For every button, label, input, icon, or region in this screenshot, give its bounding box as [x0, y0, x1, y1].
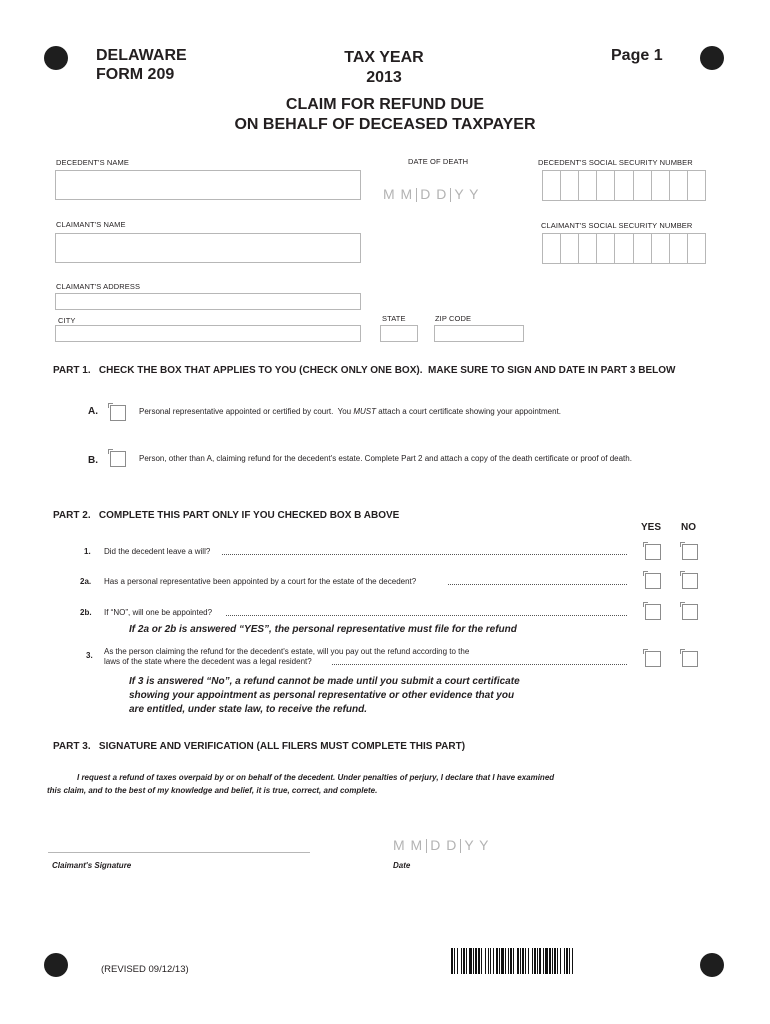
revision-date: (REVISED 09/12/13) — [101, 964, 189, 975]
q2a-text: Has a personal representative been appointed by a court for the estate of the decedent? — [104, 577, 417, 586]
page-number: Page 1 — [611, 47, 663, 64]
part1-heading: PART 1. CHECK THE BOX THAT APPLIES TO YOU (CHECK ONLY ONE BOX). MAKE SURE TO SIGN AND DATE IN PART 3 BELOW — [53, 365, 676, 376]
decedent-ssn-field[interactable] — [542, 170, 706, 201]
part3-heading: PART 3. SIGNATURE AND VERIFICATION (ALL FILERS MUST COMPLETE THIS PART) — [53, 741, 466, 752]
decedent-ssn-label: DECEDENT'S SOCIAL SECURITY NUMBER — [538, 158, 693, 167]
signature-label: Claimant's Signature — [52, 861, 132, 870]
declaration-line2: this claim, and to the best of my knowledge and belief, it is true, correct, and complete. — [47, 786, 378, 795]
q2a-yes-checkbox[interactable] — [645, 573, 661, 589]
q2a-no-checkbox[interactable] — [682, 573, 698, 589]
claimant-ssn-field[interactable] — [542, 233, 706, 264]
q1-yes-checkbox[interactable] — [645, 544, 661, 560]
zip-code-field[interactable] — [434, 325, 524, 342]
claimant-address-label: CLAIMANT'S ADDRESS — [56, 282, 141, 291]
signature-date-field[interactable]: M M D D Y Y — [393, 837, 490, 853]
form-state: DELAWARE — [96, 47, 187, 64]
part1-option-b-label: B. — [88, 455, 98, 466]
q2a-leader — [448, 584, 627, 585]
q1-text: Did the decedent leave a will? — [104, 547, 211, 556]
form-number: FORM 209 — [96, 66, 175, 83]
claimant-name-label: CLAIMANT'S NAME — [56, 220, 126, 229]
q2a-number: 2a. — [80, 577, 92, 586]
tax-year: 2013 — [366, 69, 402, 86]
date-of-death-field[interactable]: M M D D Y Y — [383, 186, 480, 202]
form-title-line1: CLAIM FOR REFUND DUE — [285, 96, 485, 113]
claimant-ssn-label: CLAIMANT'S SOCIAL SECURITY NUMBER — [541, 221, 693, 230]
q2b-text: If “NO”, will one be appointed? — [104, 608, 213, 617]
registration-mark-bottom-left — [44, 953, 68, 977]
form-title-line2: ON BEHALF OF DECEASED TAXPAYER — [234, 116, 536, 133]
part1-option-b-text: Person, other than A, claiming refund for the decedent's estate. Complete Part 2 and attach a copy of the death certificate or proof of death. — [139, 454, 632, 463]
q2b-leader — [226, 615, 627, 616]
q2b-no-checkbox[interactable] — [682, 604, 698, 620]
q3-number: 3. — [86, 651, 93, 660]
part1-option-a-checkbox[interactable] — [110, 405, 126, 421]
q3-text-line1: As the person claiming the refund for the decedent's estate, will you pay out the refund according to the — [104, 647, 470, 656]
claimant-address-field[interactable] — [55, 293, 361, 310]
state-label: STATE — [382, 314, 406, 323]
registration-mark-top-left — [44, 46, 68, 70]
part1-option-a-text-2: attach a court certificate showing your appointment. — [376, 407, 562, 416]
declaration-line1: I request a refund of taxes overpaid by or on behalf of the decedent. Under penalties of perjury, I declare that I have examined — [77, 773, 555, 782]
part2-note-2a-2b: If 2a or 2b is answered “YES”, the personal representative must file for the refund — [129, 624, 517, 635]
q3-no-checkbox[interactable] — [682, 651, 698, 667]
q2b-number: 2b. — [80, 608, 92, 617]
q1-number: 1. — [84, 547, 91, 556]
part1-option-a-text — [139, 407, 561, 416]
q3-yes-checkbox[interactable] — [645, 651, 661, 667]
registration-mark-top-right — [700, 46, 724, 70]
date-of-death-label: DATE OF DEATH — [408, 157, 469, 166]
q3-text-line2: laws of the state where the decedent was a legal resident? — [104, 657, 312, 666]
part2-note-3-line3: are entitled, under state law, to receive the refund. — [129, 704, 368, 715]
part2-heading: PART 2. COMPLETE THIS PART ONLY IF YOU CHECKED BOX B ABOVE — [53, 510, 400, 521]
yes-column-header: YES — [641, 522, 662, 533]
part1-option-a-must: MUST — [353, 407, 377, 416]
decedent-name-label: DECEDENT'S NAME — [56, 158, 129, 167]
registration-mark-bottom-right — [700, 953, 724, 977]
part1-option-b-checkbox[interactable] — [110, 451, 126, 467]
claimant-name-field[interactable] — [55, 233, 361, 263]
decedent-name-field[interactable] — [55, 170, 361, 200]
part1-option-a-label: A. — [88, 406, 98, 417]
q3-leader — [332, 664, 627, 665]
zip-code-label: ZIP CODE — [435, 314, 472, 323]
q2b-yes-checkbox[interactable] — [645, 604, 661, 620]
q1-leader — [222, 554, 627, 555]
state-field[interactable] — [380, 325, 418, 342]
part2-note-3-line2: showing your appointment as personal representative or other evidence that you — [129, 690, 515, 701]
city-field[interactable] — [55, 325, 361, 342]
part1-option-a-text-1: Personal representative appointed or certified by court. You — [139, 407, 354, 416]
city-label: CITY — [58, 316, 76, 325]
date-label: Date — [393, 861, 411, 870]
q1-no-checkbox[interactable] — [682, 544, 698, 560]
barcode — [451, 948, 669, 974]
part2-note-3-line1: If 3 is answered “No”, a refund cannot be made until you submit a court certificate — [129, 676, 520, 687]
signature-line[interactable] — [48, 852, 310, 853]
no-column-header: NO — [681, 522, 696, 533]
tax-year-label: TAX YEAR — [344, 49, 424, 66]
